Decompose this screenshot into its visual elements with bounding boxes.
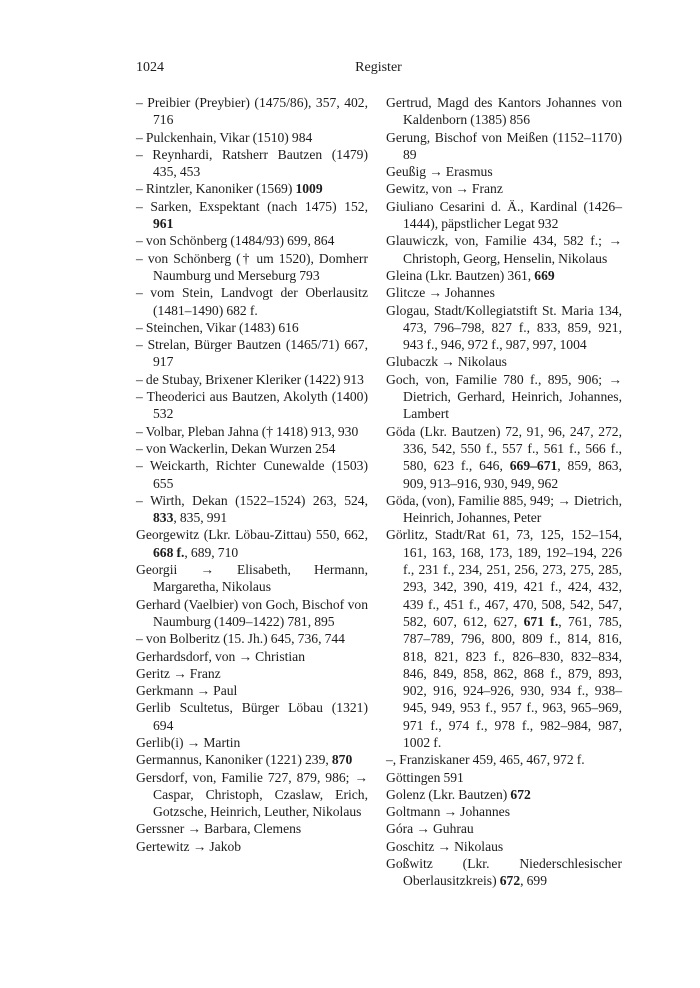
left-column bbox=[136, 94, 368, 855]
index-entry: Goltmann → Johannes bbox=[386, 804, 510, 820]
index-entry: Glitcze → Johannes bbox=[386, 285, 495, 301]
index-entry: Geritz → Franz bbox=[136, 665, 221, 681]
index-entry: Gerlib Scultetus, Bürger Löbau (1321) 694 bbox=[136, 700, 368, 733]
index-entry: Georgii → Elisabeth, Hermann, Margaretha, Nikolaus bbox=[136, 562, 368, 595]
index-entry: – Pulckenhain, Vikar (1510) 984 bbox=[136, 129, 313, 145]
index-entry: Glogau, Stadt/Kollegiatstift St. Maria 134, 473, 796–798, 827 f., 833, 859, 921, 943 f., 946, 972 f., 987, 997, 1004 bbox=[386, 302, 622, 353]
index-entry: Gertrud, Magd des Kantors Johannes von Kaldenborn (1385) 856 bbox=[386, 95, 622, 128]
page-number: 1024 bbox=[136, 60, 164, 75]
index-entry: Geußig → Erasmus bbox=[386, 164, 493, 180]
index-entry: Görlitz, Stadt/Rat 61, 73, 125, 152–154, 161, 163, 168, 173, 189, 192–194, 226 f., 231 f., 234, 251, 256, 273, 275, 285, 293, 342, 390, 419, 421 f., 424, 432, 439 f., 451 f., 467, 470, 508, 542, 547, 582, 607, 612, 627, 671 f., 761, 785, 787–789, 796, 800, 809 f., 814, 816, 818, 821, 823 f., 826–830, 832–834, 846, 849, 858, 862, 868 f., 879, 893, 902, 916, 924–926, 930, 934 f., 938–945, 949, 953 f., 957 f., 963, 965–969, 971 f., 974 f., 978 f., 982–984, 987, 1002 f. bbox=[386, 527, 622, 750]
index-entry: –, Franziskaner 459, 465, 467, 972 f. bbox=[386, 752, 585, 768]
index-entry: – Weickarth, Richter Cunewalde (1503) 655 bbox=[136, 458, 368, 491]
index-entry: Gerung, Bischof von Meißen (1152–1170) 89 bbox=[386, 129, 622, 162]
index-entry: Göda (Lkr. Bautzen) 72, 91, 96, 247, 272, 336, 542, 550 f., 557 f., 561 f., 566 f., 580, 623 f., 646, 669–671, 859, 863, 909, 913–916, 930, 949, 962 bbox=[386, 423, 622, 491]
index-entry: Goßwitz (Lkr. Niederschlesischer Oberlausitzkreis) 672, 699 bbox=[386, 856, 622, 889]
index-entry: – Volbar, Pleban Jahna († 1418) 913, 930 bbox=[136, 423, 359, 439]
index-entry: – Preibier (Preybier) (1475/86), 357, 402, 716 bbox=[136, 95, 368, 128]
index-entry: Golenz (Lkr. Bautzen) 672 bbox=[386, 786, 531, 802]
index-entry: Gerlib(i) → Martin bbox=[136, 734, 241, 750]
index-entry: – Sarken, Exspektant (nach 1475) 152, 961 bbox=[136, 198, 368, 232]
index-entry: Göttingen 591 bbox=[386, 769, 464, 785]
index-entry: – Rintzler, Kanoniker (1569) 1009 bbox=[136, 181, 323, 197]
right-column bbox=[386, 94, 622, 890]
index-entry: – vom Stein, Landvogt der Oberlausitz (1481–1490) 682 f. bbox=[136, 285, 368, 318]
index-entry: – de Stubay, Brixener Kleriker (1422) 913 bbox=[136, 371, 364, 387]
index-entry: – von Schönberg († um 1520), Domherr Naumburg und Merseburg 793 bbox=[136, 250, 368, 283]
index-entry: Góra → Guhrau bbox=[386, 821, 474, 837]
index-entry: Goschitz → Nikolaus bbox=[386, 838, 504, 854]
index-entry: Giuliano Cesarini d. Ä., Kardinal (1426–1444), päpstlicher Legat 932 bbox=[386, 198, 622, 232]
index-entry: – Steinchen, Vikar (1483) 616 bbox=[136, 319, 299, 335]
index-entry: – von Schönberg (1484/93) 699, 864 bbox=[136, 233, 335, 249]
index-entry: Georgewitz (Lkr. Löbau-Zittau) 550, 662, 668 f., 689, 710 bbox=[136, 527, 368, 560]
index-entry: – von Bolberitz (15. Jh.) 645, 736, 744 bbox=[136, 631, 345, 647]
index-entry: Glubaczk → Nikolaus bbox=[386, 354, 507, 370]
index-entry: Gerhard (Vaelbier) von Goch, Bischof von Naumburg (1409–1422) 781, 895 bbox=[136, 596, 368, 629]
index-entry: Germannus, Kanoniker (1221) 239, 870 bbox=[136, 752, 353, 768]
running-head: Register bbox=[355, 60, 402, 75]
index-entry: – Reynhardi, Ratsherr Bautzen (1479) 435, 453 bbox=[136, 146, 368, 180]
index-entry: – von Wackerlin, Dekan Wurzen 254 bbox=[136, 440, 336, 456]
page-header bbox=[136, 60, 621, 80]
index-entry: Goch, von, Familie 780 f., 895, 906; → Dietrich, Gerhard, Heinrich, Johannes, Lambert bbox=[386, 371, 622, 422]
index-entry: Glauwiczk, von, Familie 434, 582 f.; → Christoph, Georg, Henselin, Nikolaus bbox=[386, 233, 622, 266]
index-entry: Gewitz, von → Franz bbox=[386, 181, 503, 197]
index-entry: Gerkmann → Paul bbox=[136, 683, 238, 699]
index-entry: Gersdorf, von, Familie 727, 879, 986; → Caspar, Christoph, Czaslaw, Erich, Gotzsche, Heinrich, Leuther, Nikolaus bbox=[136, 769, 368, 820]
index-entry: Gerhardsdorf, von → Christian bbox=[136, 648, 305, 664]
index-entry: Gertewitz → Jakob bbox=[136, 838, 242, 854]
index-entry: – Theoderici aus Bautzen, Akolyth (1400) 532 bbox=[136, 389, 368, 422]
index-entry: Gleina (Lkr. Bautzen) 361, 669 bbox=[386, 267, 555, 283]
index-entry: Göda, (von), Familie 885, 949; → Dietrich, Heinrich, Johannes, Peter bbox=[386, 492, 622, 526]
index-entry: – Strelan, Bürger Bautzen (1465/71) 667, 917 bbox=[136, 337, 368, 370]
index-entry: Gerssner → Barbara, Clemens bbox=[136, 821, 302, 837]
index-entry: – Wirth, Dekan (1522–1524) 263, 524, 833, 835, 991 bbox=[136, 492, 368, 526]
